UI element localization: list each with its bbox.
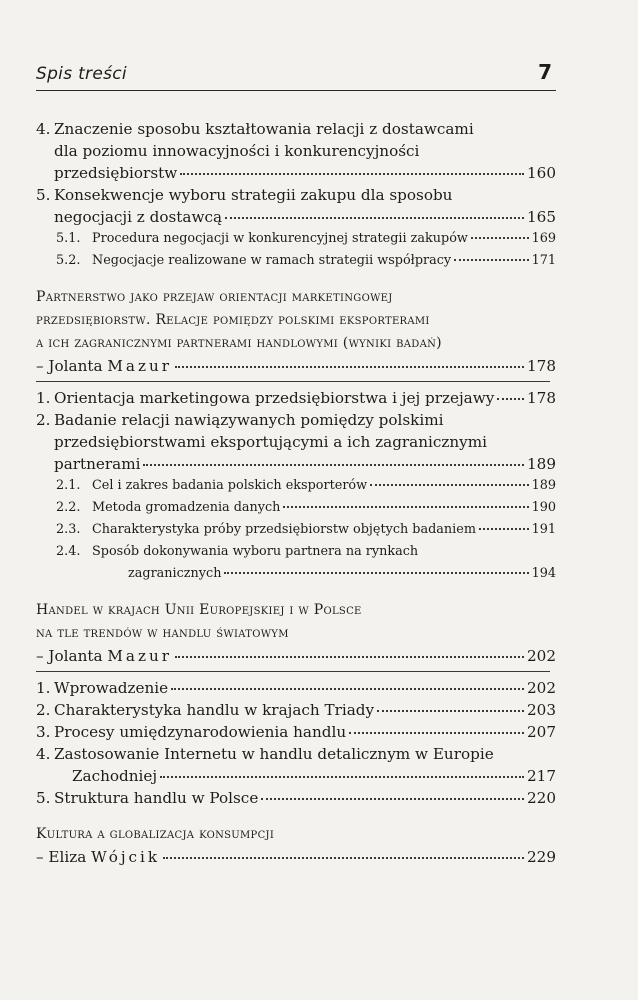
entry-text: Struktura handlu w Polsce	[54, 789, 259, 807]
entry-page: 229	[527, 848, 556, 866]
entry-page: 178	[527, 389, 556, 407]
section-rule	[36, 381, 550, 382]
entry-text: Sposób dokonywania wyboru partnera na rynkach	[92, 544, 419, 559]
toc-subentry	[36, 541, 556, 585]
entry-number: 2.2.	[56, 500, 81, 515]
entry-text: Wprowadzenie	[54, 679, 169, 697]
dot-leader	[479, 527, 529, 530]
section-author	[36, 846, 556, 868]
toc-subentry	[36, 250, 556, 272]
entry-text: Zachodniej	[72, 767, 158, 785]
toc-entry	[36, 677, 556, 699]
dot-leader	[180, 172, 524, 175]
section-title	[36, 599, 556, 645]
entry-page: 191	[531, 522, 556, 537]
toc-subentry	[36, 475, 556, 497]
dot-leader	[163, 856, 524, 859]
entry-number: 5.	[36, 789, 51, 807]
toc-entry	[36, 184, 556, 228]
dot-leader	[143, 463, 524, 466]
entry-text: Negocjacje realizowane w ramach strategii współpracy	[92, 253, 452, 268]
entry-text: Metoda gromadzenia danych	[92, 500, 281, 515]
dot-leader	[171, 687, 524, 690]
toc-entry	[36, 409, 556, 475]
toc-entry	[36, 787, 556, 809]
dot-leader	[471, 236, 529, 239]
entry-text: Cel i zakres badania polskich eksporterów	[92, 478, 368, 493]
entry-page: 217	[527, 767, 556, 785]
section-title	[36, 823, 556, 846]
running-title: Spis treści	[36, 64, 127, 84]
entry-page: 190	[531, 500, 556, 515]
dot-leader	[370, 483, 528, 486]
section-author	[36, 645, 556, 667]
entry-page: 202	[527, 679, 556, 697]
entry-text: Orientacja marketingowa przedsiębiorstwa i jej przejawy	[54, 389, 495, 407]
author-name: Wójcik	[91, 848, 161, 866]
toc-subentry	[36, 519, 556, 541]
toc-entry	[36, 699, 556, 721]
page-number: 7	[538, 60, 552, 84]
author-name: Mazur	[107, 647, 172, 665]
author-prefix: – Jolanta	[36, 647, 108, 665]
entry-number: 2.4.	[56, 544, 81, 559]
entry-number: 1.	[36, 389, 51, 407]
entry-page: 189	[531, 478, 556, 493]
toc-subentry	[36, 497, 556, 519]
entry-text: Charakterystyka próby przedsiębiorstw objętych badaniem	[92, 522, 476, 537]
entry-number: 2.3.	[56, 522, 81, 537]
entry-page: 207	[527, 723, 556, 741]
entry-number: 2.1.	[56, 478, 81, 493]
toc-entry	[36, 118, 556, 184]
dot-leader	[175, 365, 524, 368]
entry-page: 171	[531, 253, 556, 268]
entry-number: 2.	[36, 701, 51, 719]
entry-text: Badanie relacji nawiązywanych pomiędzy polskimi	[54, 411, 444, 429]
dot-leader	[454, 258, 528, 261]
section-title-line: Kultura a globalizacja konsumpcji	[36, 826, 275, 842]
entry-text: dla poziomu innowacyjności i konkurencyjności	[54, 142, 420, 160]
table-of-contents	[36, 118, 556, 868]
toc-entry	[36, 721, 556, 743]
dot-leader	[377, 709, 524, 712]
entry-text: Zastosowanie Internetu w handlu detalicznym w Europie	[54, 745, 494, 763]
section-title-line: na tle trendów w handlu światowym	[36, 625, 289, 641]
entry-text: partnerami	[54, 455, 141, 473]
entry-text: przedsiębiorstwami eksportującymi a ich zagranicznymi	[54, 433, 487, 451]
entry-number: 5.1.	[56, 231, 81, 246]
entry-page: 160	[527, 164, 556, 182]
entry-page: 169	[531, 231, 556, 246]
entry-text: Charakterystyka handlu w krajach Triady	[54, 701, 375, 719]
dot-leader	[175, 655, 524, 658]
section-author	[36, 355, 556, 377]
entry-page: 202	[527, 647, 556, 665]
entry-number: 4.	[36, 745, 51, 763]
entry-page: 203	[527, 701, 556, 719]
entry-page: 178	[527, 357, 556, 375]
entry-number: 3.	[36, 723, 51, 741]
section-title-line: Partnerstwo jako przejaw orientacji marketingowej	[36, 289, 393, 305]
section-rule	[36, 671, 550, 672]
dot-leader	[349, 731, 524, 734]
entry-number: 4.	[36, 120, 51, 138]
entry-number: 2.	[36, 411, 51, 429]
dot-leader	[224, 571, 528, 574]
section-title-line: przedsiębiorstw. Relacje pomiędzy polskimi eksporterami	[36, 312, 430, 328]
dot-leader	[160, 775, 524, 778]
dot-leader	[497, 397, 524, 400]
toc-subentry	[36, 228, 556, 250]
entry-number: 5.	[36, 186, 51, 204]
author-name: Mazur	[107, 357, 172, 375]
toc-entry	[36, 743, 556, 787]
entry-text: Procedura negocjacji w konkurencyjnej strategii zakupów	[92, 231, 468, 246]
entry-text: Procesy umiędzynarodowienia handlu	[54, 723, 347, 741]
author-prefix: – Jolanta	[36, 357, 108, 375]
toc-entry	[36, 387, 556, 409]
entry-page: 165	[527, 208, 556, 226]
section-title-line: a ich zagranicznymi partnerami handlowymi (wyniki badań)	[36, 335, 442, 351]
dot-leader	[283, 505, 528, 508]
entry-page: 189	[527, 455, 556, 473]
author-prefix: – Eliza	[36, 848, 92, 866]
entry-text: Konsekwencje wyboru strategii zakupu dla sposobu	[54, 186, 453, 204]
dot-leader	[261, 797, 524, 800]
entry-page: 194	[531, 566, 556, 581]
entry-text: przedsiębiorstw	[54, 164, 178, 182]
entry-number: 1.	[36, 679, 51, 697]
entry-page: 220	[527, 789, 556, 807]
section-title	[36, 286, 556, 355]
entry-text: negocjacji z dostawcą	[54, 208, 223, 226]
section-title-line: Handel w krajach Unii Europejskiej i w Polsce	[36, 602, 362, 618]
entry-number: 5.2.	[56, 253, 81, 268]
entry-text: zagranicznych	[128, 566, 222, 581]
entry-text: Znaczenie sposobu kształtowania relacji z dostawcami	[54, 120, 474, 138]
dot-leader	[225, 216, 524, 219]
page-header	[36, 62, 556, 91]
